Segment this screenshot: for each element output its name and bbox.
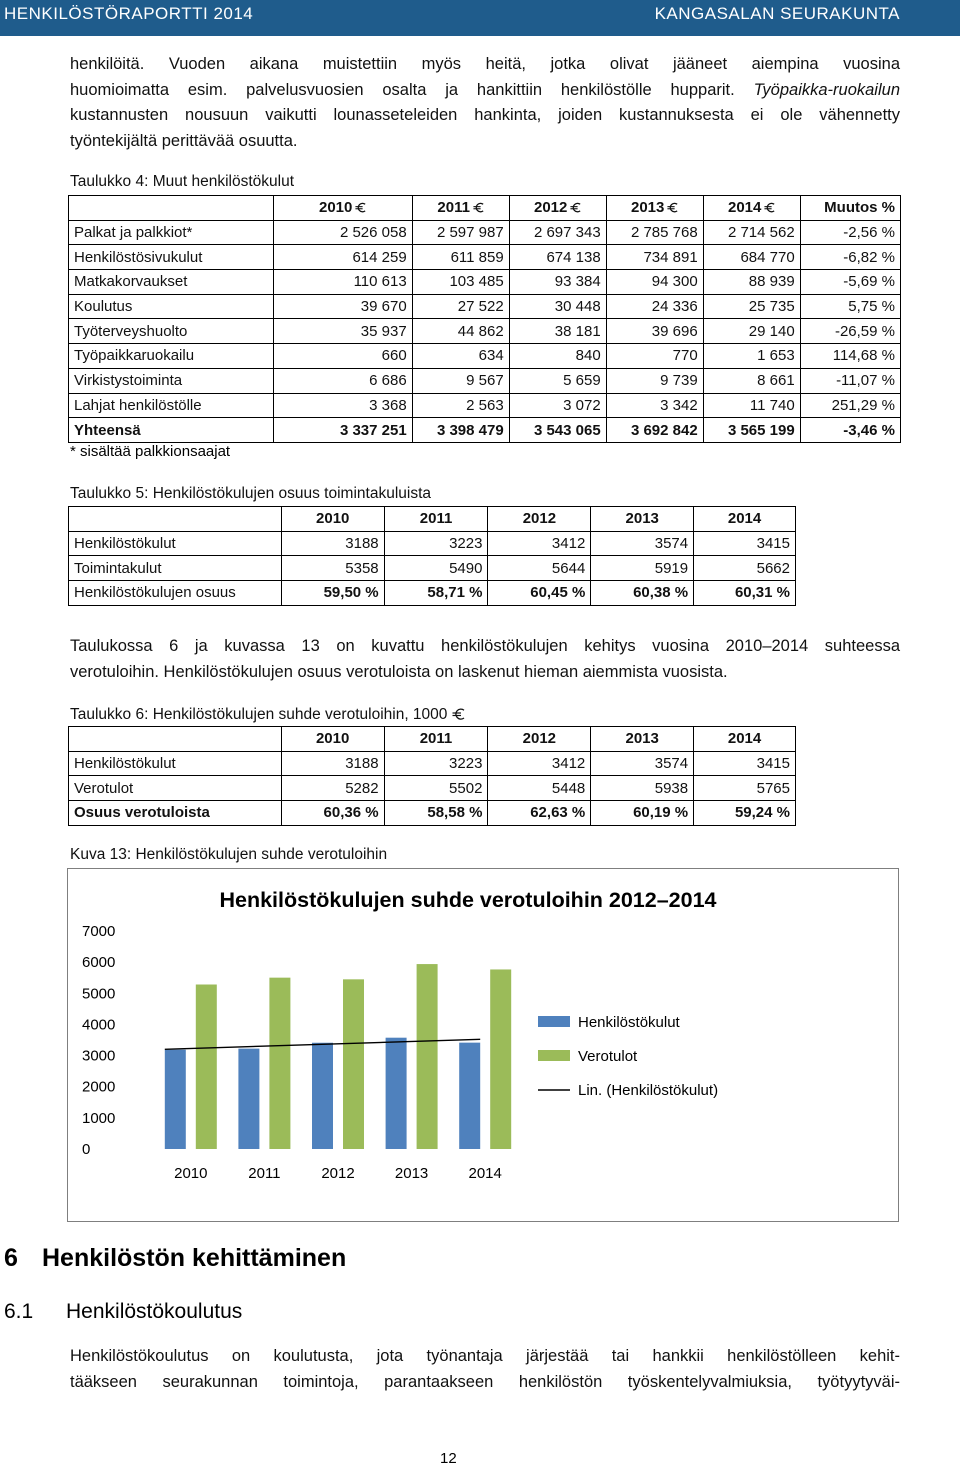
bar-verotulot [269, 978, 290, 1149]
table-cell: 3188 [281, 751, 384, 776]
table-cell: 62,63 % [488, 801, 591, 826]
body-line: verotuloihin. Henkilöstökulujen osuus verotuloista on laskenut hieman aiemmista vuosista. [70, 662, 728, 681]
table-cell: -5,69 % [800, 270, 900, 295]
table-cell: 114,68 % [800, 344, 900, 369]
column-header-label: 2012 [522, 730, 557, 748]
table-cell: 674 138 [509, 245, 606, 270]
column-header [606, 196, 703, 221]
table-cell: 2 697 343 [509, 220, 606, 245]
table-cell: Työpaikkaruokailu [69, 344, 274, 369]
table-cell: Yhteensä [69, 418, 274, 443]
table-cell: 734 891 [606, 245, 703, 270]
page-header [0, 0, 960, 36]
euro-icon [764, 201, 775, 214]
table-cell: Virkistystoiminta [69, 368, 274, 393]
table-cell: -6,82 % [800, 245, 900, 270]
table-cell: 60,38 % [591, 581, 694, 606]
bar-verotulot [417, 964, 438, 1149]
table-cell: Verotulot [69, 776, 282, 801]
table-cell: Henkilöstökulujen osuus [69, 581, 282, 606]
bar-henkilöstökulut [386, 1038, 407, 1149]
table-cell: 27 522 [412, 294, 509, 319]
column-header-label: 2014 [727, 199, 762, 217]
table6 [68, 726, 796, 826]
y-tick-label: 1000 [82, 1109, 116, 1127]
y-tick-label: 2000 [82, 1078, 116, 1096]
table-cell: 5662 [694, 556, 796, 581]
column-header [69, 196, 274, 221]
intro-line: työntekijältä perittävää osuutta. [70, 131, 298, 150]
table-cell: 3 342 [606, 393, 703, 418]
table-cell: 5 659 [509, 368, 606, 393]
intro-paragraph [70, 52, 900, 154]
body-line: tääkseen seurakunnan toimintoja, parantaakseen henkilöstön työskentelyvalmiuksia, työtyytyväi- [70, 1372, 900, 1391]
legend-swatch [538, 1016, 570, 1027]
table-cell: Osuus verotuloista [69, 801, 282, 826]
table-cell: 251,29 % [800, 393, 900, 418]
table6-caption-text: Taulukko 6: Henkilöstökulujen suhde verotuloihin, 1000 [70, 706, 452, 723]
column-header-label: Muutos % [824, 199, 895, 217]
table-cell: 103 485 [412, 270, 509, 295]
table-cell: Koulutus [69, 294, 274, 319]
table-cell: 60,19 % [591, 801, 694, 826]
table-cell: 5765 [694, 776, 796, 801]
column-header [488, 727, 591, 752]
table-row [69, 270, 901, 295]
column-header [800, 196, 900, 221]
table-cell: 3415 [694, 751, 796, 776]
column-header-label: 2011 [419, 510, 453, 528]
table-cell: 25 735 [703, 294, 800, 319]
table-cell: 3412 [488, 531, 591, 556]
table-cell: 24 336 [606, 294, 703, 319]
table-cell: 58,58 % [384, 801, 488, 826]
x-tick-label: 2011 [248, 1165, 281, 1182]
column-header [694, 727, 796, 752]
table-cell: 6 686 [273, 368, 412, 393]
table-cell: 3 543 065 [509, 418, 606, 443]
table-cell: -11,07 % [800, 368, 900, 393]
table-cell: 9 739 [606, 368, 703, 393]
table-cell: 3 565 199 [703, 418, 800, 443]
table-header-row [69, 196, 901, 221]
table-cell: Henkilöstökulut [69, 751, 282, 776]
table-cell: Henkilöstösivukulut [69, 245, 274, 270]
section-heading [4, 1244, 346, 1273]
table-cell: 59,24 % [694, 801, 796, 826]
table-row [69, 319, 901, 344]
column-header [488, 507, 591, 532]
subsection-title: Henkilöstökoulutus [66, 1300, 243, 1323]
x-tick-label: 2014 [468, 1165, 502, 1182]
table-cell: 3188 [281, 531, 384, 556]
body-paragraph [70, 634, 900, 685]
organization-name: KANGASALAN SEURAKUNTA [654, 4, 900, 23]
column-header [69, 727, 282, 752]
column-header-label: 2013 [625, 730, 659, 748]
table-cell: 94 300 [606, 270, 703, 295]
page-number: 12 [440, 1450, 457, 1467]
column-header-label: 2014 [727, 730, 762, 748]
section-number: 6 [4, 1244, 18, 1272]
legend-label: Lin. (Henkilöstökulut) [578, 1082, 719, 1099]
table-row [69, 344, 901, 369]
column-header-label: 2012 [522, 510, 557, 528]
table-row [69, 368, 901, 393]
table-cell: 44 862 [412, 319, 509, 344]
table-row [69, 801, 796, 826]
table-cell: 5919 [591, 556, 694, 581]
table-cell: 611 859 [412, 245, 509, 270]
column-header [509, 196, 606, 221]
table-cell: 5358 [281, 556, 384, 581]
table5 [68, 506, 796, 606]
table-cell: 5,75 % [800, 294, 900, 319]
table-cell: 39 670 [273, 294, 412, 319]
table-row [69, 418, 901, 443]
table-row [69, 751, 796, 776]
subsection-number: 6.1 [4, 1300, 34, 1323]
x-tick-label: 2013 [394, 1165, 429, 1182]
body-line: Henkilöstökoulutus on koulutusta, jota työnantaja järjestää tai hankkii henkilöstölleen kehit- [70, 1347, 900, 1365]
table-row [69, 776, 796, 801]
table-row [69, 245, 901, 270]
table4-caption: Taulukko 4: Muut henkilöstökulut [70, 173, 295, 190]
euro-icon [570, 201, 581, 214]
table-cell: 3 368 [273, 393, 412, 418]
table-cell: 8 661 [703, 368, 800, 393]
table-cell: 88 939 [703, 270, 800, 295]
table-cell: 2 597 987 [412, 220, 509, 245]
column-header [591, 507, 694, 532]
intro-line [70, 78, 900, 104]
table-cell: 5282 [281, 776, 384, 801]
legend-swatch [538, 1050, 570, 1061]
table-header-row [69, 727, 796, 752]
intro-line: kustannusten nousuun vaikutti lounasseteleiden hankinta, joiden kustannuksesta ei ole vähennetty [70, 106, 900, 124]
intro-text: huomioimatta esim. palvelusvuosien osalta ja hankittiin henkilöstölle hupparit. [70, 80, 754, 99]
table-cell: 3574 [591, 751, 694, 776]
table-row [69, 556, 796, 581]
table-cell: 2 526 058 [273, 220, 412, 245]
bar-henkilöstökulut [312, 1043, 333, 1149]
x-tick-label: 2010 [174, 1165, 208, 1182]
table-row [69, 581, 796, 606]
column-header-label: 2011 [437, 199, 470, 217]
column-header [281, 727, 384, 752]
column-header-label: 2010 [315, 730, 350, 748]
table-cell: 614 259 [273, 245, 412, 270]
table-cell: -26,59 % [800, 319, 900, 344]
table-header-row [69, 507, 796, 532]
bar-henkilöstökulut [238, 1049, 259, 1149]
body-paragraph [70, 1344, 900, 1395]
chart-frame [67, 868, 899, 1222]
column-header [281, 507, 384, 532]
table-cell: 684 770 [703, 245, 800, 270]
bar-henkilöstökulut [459, 1043, 480, 1149]
column-header [412, 196, 509, 221]
table-cell: Matkakorvaukset [69, 270, 274, 295]
table-cell: 5448 [488, 776, 591, 801]
table-cell: 60,31 % [694, 581, 796, 606]
table-cell: 2 563 [412, 393, 509, 418]
y-tick-label: 5000 [82, 985, 116, 1003]
table-cell: 3574 [591, 531, 694, 556]
euro-icon [473, 201, 484, 214]
intro-italic-text: Työpaikka-ruokailun [753, 80, 900, 99]
column-header-label: 2010 [319, 199, 353, 217]
table-cell: 3223 [384, 751, 488, 776]
euro-icon [355, 201, 366, 214]
table-row [69, 393, 901, 418]
intro-line: henkilöitä. Vuoden aikana muistettiin myös heitä, jotka olivat jääneet aiempina vuosina [70, 55, 900, 73]
euro-icon [667, 201, 678, 214]
table-cell: 58,71 % [384, 581, 488, 606]
table-cell: 3223 [384, 531, 488, 556]
table-cell: 3 337 251 [273, 418, 412, 443]
table6-caption [70, 706, 465, 724]
chart-title: Henkilöstökulujen suhde verotuloihin 2012–2014 [219, 888, 717, 912]
column-header-label: 2013 [630, 199, 665, 217]
table-cell: 38 181 [509, 319, 606, 344]
table-cell: Työterveyshuolto [69, 319, 274, 344]
legend-label: Verotulot [578, 1048, 638, 1065]
table-cell: 59,50 % [281, 581, 384, 606]
column-header [591, 727, 694, 752]
table-cell: 39 696 [606, 319, 703, 344]
y-tick-label: 3000 [82, 1047, 116, 1065]
table-cell: Lahjat henkilöstölle [69, 393, 274, 418]
table5-caption: Taulukko 5: Henkilöstökulujen osuus toimintakuluista [70, 485, 432, 502]
table-cell: 5938 [591, 776, 694, 801]
section-title: Henkilöstön kehittäminen [42, 1244, 347, 1272]
table-cell: 770 [606, 344, 703, 369]
table-cell: 3 072 [509, 393, 606, 418]
table-cell: 1 653 [703, 344, 800, 369]
table-cell: 840 [509, 344, 606, 369]
bar-henkilöstökulut [165, 1050, 186, 1149]
table-cell: 35 937 [273, 319, 412, 344]
y-tick-label: 6000 [82, 954, 116, 972]
table-cell: Palkat ja palkkiot* [69, 220, 274, 245]
table-cell: 5644 [488, 556, 591, 581]
table-cell: 2 785 768 [606, 220, 703, 245]
table-cell: 93 384 [509, 270, 606, 295]
report-title: HENKILÖSTÖRAPORTTI 2014 [4, 4, 254, 23]
y-tick-label: 0 [82, 1141, 91, 1158]
column-header [273, 196, 412, 221]
table-cell: 9 567 [412, 368, 509, 393]
column-header [384, 727, 488, 752]
bar-verotulot [490, 969, 511, 1149]
body-line: Taulukossa 6 ja kuvassa 13 on kuvattu henkilöstökulujen kehitys vuosina 2010–2014 suhteessa [70, 637, 900, 655]
table-cell: 3415 [694, 531, 796, 556]
legend-label: Henkilöstökulut [578, 1014, 680, 1031]
y-tick-label: 4000 [82, 1016, 116, 1034]
table-cell: 3412 [488, 751, 591, 776]
column-header [384, 507, 488, 532]
subsection-heading [4, 1300, 242, 1324]
table-cell: 3 692 842 [606, 418, 703, 443]
x-tick-label: 2012 [321, 1165, 355, 1182]
euro-icon [452, 707, 465, 721]
table-cell: 3 398 479 [412, 418, 509, 443]
table-cell: 5502 [384, 776, 488, 801]
bar-verotulot [343, 979, 364, 1149]
table-cell: -2,56 % [800, 220, 900, 245]
table-cell: 634 [412, 344, 509, 369]
table4-footnote: * sisältää palkkionsaajat [70, 443, 231, 460]
column-header-label: 2011 [419, 730, 453, 748]
table-cell: 660 [273, 344, 412, 369]
table-cell: 5490 [384, 556, 488, 581]
table-cell: 60,36 % [281, 801, 384, 826]
table4 [68, 195, 901, 443]
column-header [703, 196, 800, 221]
table-cell: Toimintakulut [69, 556, 282, 581]
table-cell: 30 448 [509, 294, 606, 319]
table-cell: 60,45 % [488, 581, 591, 606]
table-row [69, 294, 901, 319]
table-row [69, 531, 796, 556]
table-cell: 2 714 562 [703, 220, 800, 245]
table-cell: 110 613 [273, 270, 412, 295]
table-cell: -3,46 % [800, 418, 900, 443]
column-header-label: 2012 [533, 199, 568, 217]
column-header [694, 507, 796, 532]
y-tick-label: 7000 [82, 923, 116, 940]
table-cell: 11 740 [703, 393, 800, 418]
bar-verotulot [196, 985, 217, 1149]
figure-caption: Kuva 13: Henkilöstökulujen suhde verotuloihin [70, 846, 388, 863]
column-header [69, 507, 282, 532]
table-cell: Henkilöstökulut [69, 531, 282, 556]
column-header-label: 2010 [316, 510, 350, 528]
table-row [69, 220, 901, 245]
column-header-label: 2013 [625, 510, 659, 528]
table-cell: 29 140 [703, 319, 800, 344]
bar-chart [68, 869, 898, 1221]
column-header-label: 2014 [727, 510, 762, 528]
